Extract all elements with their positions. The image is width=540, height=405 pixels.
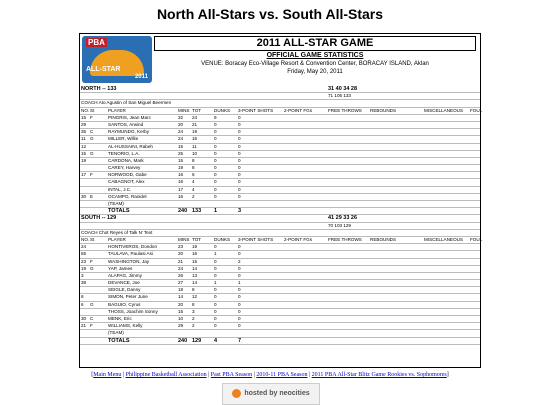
- cell: C: [90, 129, 94, 135]
- cell: 16: [192, 251, 198, 257]
- cell: 0: [214, 287, 217, 293]
- cell: INTAL, J.C.: [108, 186, 132, 192]
- cell: 0: [214, 258, 217, 264]
- cell: 0: [238, 323, 241, 329]
- cell: 70 103 129: [328, 222, 351, 228]
- cell: 0: [214, 265, 217, 271]
- cell: 2-POINT FGs: [284, 236, 312, 242]
- cell: 12: [81, 143, 87, 149]
- cell: 21: [81, 323, 87, 329]
- hosted-badge[interactable]: hosted by neocities: [222, 383, 320, 405]
- header-row: [80, 236, 483, 244]
- cell: COACH Chot Reyes of Talk N' Text: [81, 229, 153, 235]
- cell: 8: [81, 294, 84, 300]
- table-row: [80, 172, 480, 179]
- table-row: [80, 302, 480, 309]
- cell: 21: [192, 121, 198, 127]
- cell: 4: [192, 179, 195, 185]
- cell: 26: [178, 272, 184, 278]
- table-row: [80, 287, 480, 294]
- cell: 133: [192, 208, 202, 215]
- cell: 16: [178, 193, 184, 199]
- cell: 3-POINT SHOTS: [238, 107, 274, 113]
- cell: 0: [238, 308, 241, 314]
- cell: 71 105 133: [328, 93, 351, 99]
- cell: 17: [81, 172, 87, 178]
- cell: 0: [214, 129, 217, 135]
- cell: 0: [214, 143, 217, 149]
- cell: 0: [238, 287, 241, 293]
- cell: 20: [178, 121, 184, 127]
- cell: DUNKS: [214, 236, 231, 242]
- cell: 19: [178, 165, 184, 171]
- cell: 11: [192, 143, 197, 149]
- cell: MENK, Eric: [108, 316, 132, 321]
- cell: E: [90, 193, 94, 199]
- cell: 0: [238, 179, 241, 185]
- cell: 24: [192, 114, 198, 120]
- table-row: [80, 316, 480, 323]
- table-row: [80, 144, 480, 151]
- cell: 0: [238, 193, 241, 199]
- cell: 3: [192, 308, 195, 314]
- table-row: [80, 294, 480, 301]
- cell: 0: [214, 301, 217, 307]
- cell: PINGRIS, Jean Marc: [108, 114, 151, 120]
- cell: 0: [214, 165, 217, 171]
- cell: 0: [238, 129, 241, 135]
- cell: 19: [192, 129, 198, 135]
- cell: 0: [214, 150, 217, 156]
- table-row: [80, 187, 480, 194]
- cell: FREE THROWS: [328, 107, 362, 113]
- cell: F: [90, 258, 93, 264]
- cell: 0: [238, 301, 241, 307]
- cell: C: [90, 316, 94, 321]
- sheet-header: [154, 36, 476, 76]
- cell: 0: [238, 294, 241, 300]
- cell: 20: [178, 251, 184, 257]
- footer-link-main[interactable]: Main Menu: [93, 372, 122, 378]
- cell: 0: [238, 244, 241, 250]
- cell: NORTH -- 133: [81, 86, 117, 92]
- table-row: [80, 165, 480, 172]
- cell: NO.: [81, 107, 90, 113]
- cell: FOUL: [470, 236, 483, 242]
- cell: 8: [192, 165, 195, 171]
- header-row: [80, 107, 483, 115]
- cell: SEIGLE, Danny: [108, 287, 141, 293]
- cell: 16: [178, 172, 184, 178]
- team-line: [80, 215, 480, 222]
- cell: 3: [81, 272, 84, 278]
- cell: SIMON, Peter June: [108, 294, 148, 300]
- table-row: [80, 129, 480, 136]
- cell: 1: [214, 280, 217, 286]
- cell: 0: [238, 251, 241, 257]
- cell: (TEAM): [108, 330, 124, 336]
- cell: NORWOOD, Gabe: [108, 172, 147, 178]
- cell: 13: [192, 272, 198, 278]
- cell: 31 40 34 28: [328, 86, 358, 92]
- cell: 10: [192, 150, 198, 156]
- table-row: [80, 266, 480, 273]
- cell: RAYMUNDO, Kerby: [108, 129, 150, 135]
- cell: 0: [214, 308, 217, 314]
- table-row: [80, 280, 480, 287]
- cell: SOUTH -- 129: [81, 215, 117, 222]
- cell: 24: [178, 129, 184, 135]
- cell: 0: [238, 150, 241, 156]
- page-title: North All-Stars vs. South All-Stars: [156, 6, 384, 22]
- cell: THOSS, Joachim Sonny: [108, 308, 158, 314]
- cell: PLAYER: [108, 107, 126, 113]
- cell: 0: [214, 294, 217, 300]
- cell: WILLIAMS, Kelly: [108, 323, 143, 329]
- cell: TAULAVA, Paulasi Asi: [108, 251, 153, 257]
- cell: SANTOS, Arwind: [108, 121, 144, 127]
- cell: 0: [214, 186, 217, 192]
- cell: 15: [178, 308, 184, 314]
- cell: 24: [178, 136, 184, 142]
- cell: MINS: [178, 236, 190, 242]
- cell: YAP, James: [108, 265, 133, 271]
- cell: 8: [192, 287, 195, 293]
- cell: 1: [214, 208, 218, 215]
- cell: OCAMPO, Ranidel: [108, 193, 147, 199]
- cell: 0: [214, 179, 217, 185]
- cell: 2: [192, 323, 195, 329]
- team-row: [80, 201, 480, 208]
- cell: 0: [214, 316, 217, 321]
- cell: 0: [238, 316, 241, 321]
- table-row: [80, 244, 480, 251]
- cell: 8: [192, 301, 195, 307]
- all-star-logo: PBA ALL-STAR 2011: [82, 36, 152, 83]
- cell: G: [90, 150, 94, 156]
- cell: 11: [81, 136, 86, 142]
- cell: G: [90, 265, 94, 271]
- table-row: [80, 136, 480, 143]
- cell: NO.: [81, 236, 90, 242]
- cell: PLAYER: [108, 236, 126, 242]
- cell: 23: [81, 258, 87, 264]
- cell: 0: [214, 172, 217, 178]
- cell: REBOUNDS: [370, 236, 397, 242]
- cell: (TEAM): [108, 201, 124, 206]
- cell: MILLER, Willie: [108, 136, 139, 142]
- cell: 15: [81, 114, 87, 120]
- cell: 41 29 33 26: [328, 215, 358, 222]
- cell: 29: [178, 323, 184, 329]
- stats-sheet: [79, 33, 481, 368]
- quarter-totals: [80, 223, 480, 230]
- cell: 30: [81, 193, 87, 199]
- cell: COACH Ato Agustin of San Miguel Beermen: [81, 100, 172, 106]
- cell: 19: [81, 157, 87, 163]
- cell: 0: [214, 272, 217, 278]
- coach-line: [80, 230, 480, 237]
- cell: MISCELLANEOUS: [424, 236, 464, 242]
- cell: 6: [81, 301, 84, 307]
- cell: 0: [238, 165, 241, 171]
- cell: 3-POINT SHOTS: [238, 236, 274, 242]
- cell: 15: [192, 258, 198, 264]
- cell: 20: [178, 301, 184, 307]
- cell: G: [90, 301, 94, 307]
- footer-links: [Main Menu | Philippine Basketball Association | Past PBA Season | 2010-11 PBA Season | 2011 PBA All-Star Blitz Game Rookies vs. Sophomores]: [91, 372, 449, 378]
- cell: 240: [178, 208, 188, 215]
- venue: VENUE: Boracay Eco-Village Resort & Convention Center, BORACAY ISLAND, Aklan: [201, 61, 429, 67]
- sheet-title: 2011 ALL-STAR GAME: [154, 36, 476, 51]
- cell: 6: [192, 172, 195, 178]
- cell: CARDONA, Mark: [108, 157, 144, 163]
- cell: 2: [192, 316, 195, 321]
- table-row: [80, 115, 480, 122]
- cell: G: [90, 136, 94, 142]
- cell: 30: [81, 316, 87, 321]
- totals-row: [80, 338, 480, 345]
- cell: 15: [81, 150, 87, 156]
- cell: F: [90, 114, 93, 120]
- cell: 0: [238, 172, 241, 178]
- cell: MINS: [178, 107, 190, 113]
- cell: St: [90, 107, 95, 113]
- cell: TOTALS: [108, 337, 130, 344]
- table-row: [80, 194, 480, 201]
- cell: 10: [178, 316, 184, 321]
- cell: F: [90, 172, 93, 178]
- cell: 55: [81, 251, 87, 257]
- cell: 2: [192, 193, 195, 199]
- team-row: [80, 330, 480, 337]
- cell: TOT: [192, 236, 202, 242]
- cell: 19: [192, 244, 198, 250]
- cell: TENORIO, L.A.: [108, 150, 140, 156]
- cell: 0: [238, 265, 241, 271]
- cell: BAGUIO, Cyrus: [108, 301, 141, 307]
- coach-line: [80, 100, 480, 107]
- cell: 24: [178, 265, 184, 271]
- cell: 21: [178, 258, 184, 264]
- cell: TOT: [192, 107, 202, 113]
- cell: DEVANCE, Joe: [108, 280, 140, 286]
- cell: ALAPAG, Jimmy: [108, 272, 142, 278]
- cell: DUNKS: [214, 107, 231, 113]
- table-row: [80, 251, 480, 258]
- cell: 25: [178, 150, 184, 156]
- cell: 8: [192, 157, 195, 163]
- cell: 0: [214, 193, 217, 199]
- table-row: [80, 158, 480, 165]
- table-row: [80, 309, 480, 316]
- cell: 0: [214, 323, 217, 329]
- sheet-subtitle: OFFICIAL GAME STATISTICS: [266, 52, 364, 59]
- cell: CAREY, Harvey: [108, 165, 141, 171]
- cell: REBOUNDS: [370, 107, 397, 113]
- cell: TOTALS: [108, 208, 130, 215]
- cell: CABAGNOT, Alex: [108, 179, 145, 185]
- cell: 0: [214, 244, 217, 250]
- table-row: [80, 151, 480, 158]
- cell: 17: [178, 186, 184, 192]
- table-row: [80, 323, 480, 330]
- cell: 240: [178, 337, 188, 344]
- table-row: [80, 259, 480, 266]
- cell: 32: [178, 114, 184, 120]
- cell: 0: [214, 157, 217, 163]
- cell: 18: [178, 287, 184, 293]
- footer-link-blitz[interactable]: 2011 PBA All-Star Blitz Game Rookies vs. Sophomores: [311, 372, 447, 378]
- cell: 1: [238, 280, 241, 286]
- table-row: [80, 122, 480, 129]
- cell: HONTIVEROS, Dondon: [108, 244, 158, 250]
- cell: 16: [178, 179, 184, 185]
- cell: 3: [238, 208, 242, 215]
- table-row: [80, 179, 480, 186]
- game-date: Friday, May 20, 2011: [287, 69, 343, 75]
- footer-link-season[interactable]: 2010-11 PBA Season: [256, 372, 308, 378]
- cell: 2: [238, 258, 241, 264]
- cell: 4: [214, 337, 218, 344]
- cell: MISCELLANEOUS: [424, 107, 464, 113]
- cell: 0: [214, 121, 217, 127]
- team-line: [80, 86, 480, 93]
- cell: 14: [178, 294, 184, 300]
- footer-link-pba[interactable]: Philippine Basketball Association: [125, 372, 207, 378]
- cell: 16: [192, 136, 198, 142]
- cell: 0: [238, 121, 241, 127]
- cell: FREE THROWS: [328, 236, 362, 242]
- cell: St: [90, 236, 95, 242]
- cell: 29: [81, 121, 87, 127]
- stats-table: [80, 86, 483, 345]
- cell: 15: [178, 143, 184, 149]
- cell: 23: [178, 244, 184, 250]
- table-row: [80, 273, 480, 280]
- cell: 9: [214, 114, 217, 120]
- cell: 1: [214, 251, 217, 257]
- cell: 4: [192, 186, 195, 192]
- cell: WASHINGTON, Jay: [108, 258, 150, 264]
- cell: 15: [178, 157, 184, 163]
- cell: 2-POINT FGs: [284, 107, 312, 113]
- cell: 129: [192, 337, 202, 344]
- cell: 0: [214, 136, 217, 142]
- cell: 19: [81, 265, 87, 271]
- cell: 12: [192, 294, 198, 300]
- cell: 27: [178, 280, 184, 286]
- cell: 0: [238, 136, 241, 142]
- cell: 7: [238, 337, 242, 344]
- cell: 38: [81, 280, 87, 286]
- neocities-icon: [232, 389, 241, 398]
- cell: AL-HUSSAINI, Rabeh: [108, 143, 153, 149]
- cell: 0: [238, 143, 241, 149]
- cell: 14: [192, 265, 198, 271]
- cell: F: [90, 323, 93, 329]
- quarter-totals: [80, 93, 480, 100]
- cell: 0: [238, 157, 241, 163]
- totals-row: [80, 208, 480, 215]
- cell: 0: [238, 272, 241, 278]
- cell: 0: [238, 114, 241, 120]
- footer-link-past[interactable]: Past PBA Season: [210, 372, 253, 378]
- cell: FOUL: [470, 107, 483, 113]
- cell: 35: [81, 129, 87, 135]
- cell: 0: [238, 186, 241, 192]
- cell: 14: [192, 280, 198, 286]
- cell: 24: [81, 244, 87, 250]
